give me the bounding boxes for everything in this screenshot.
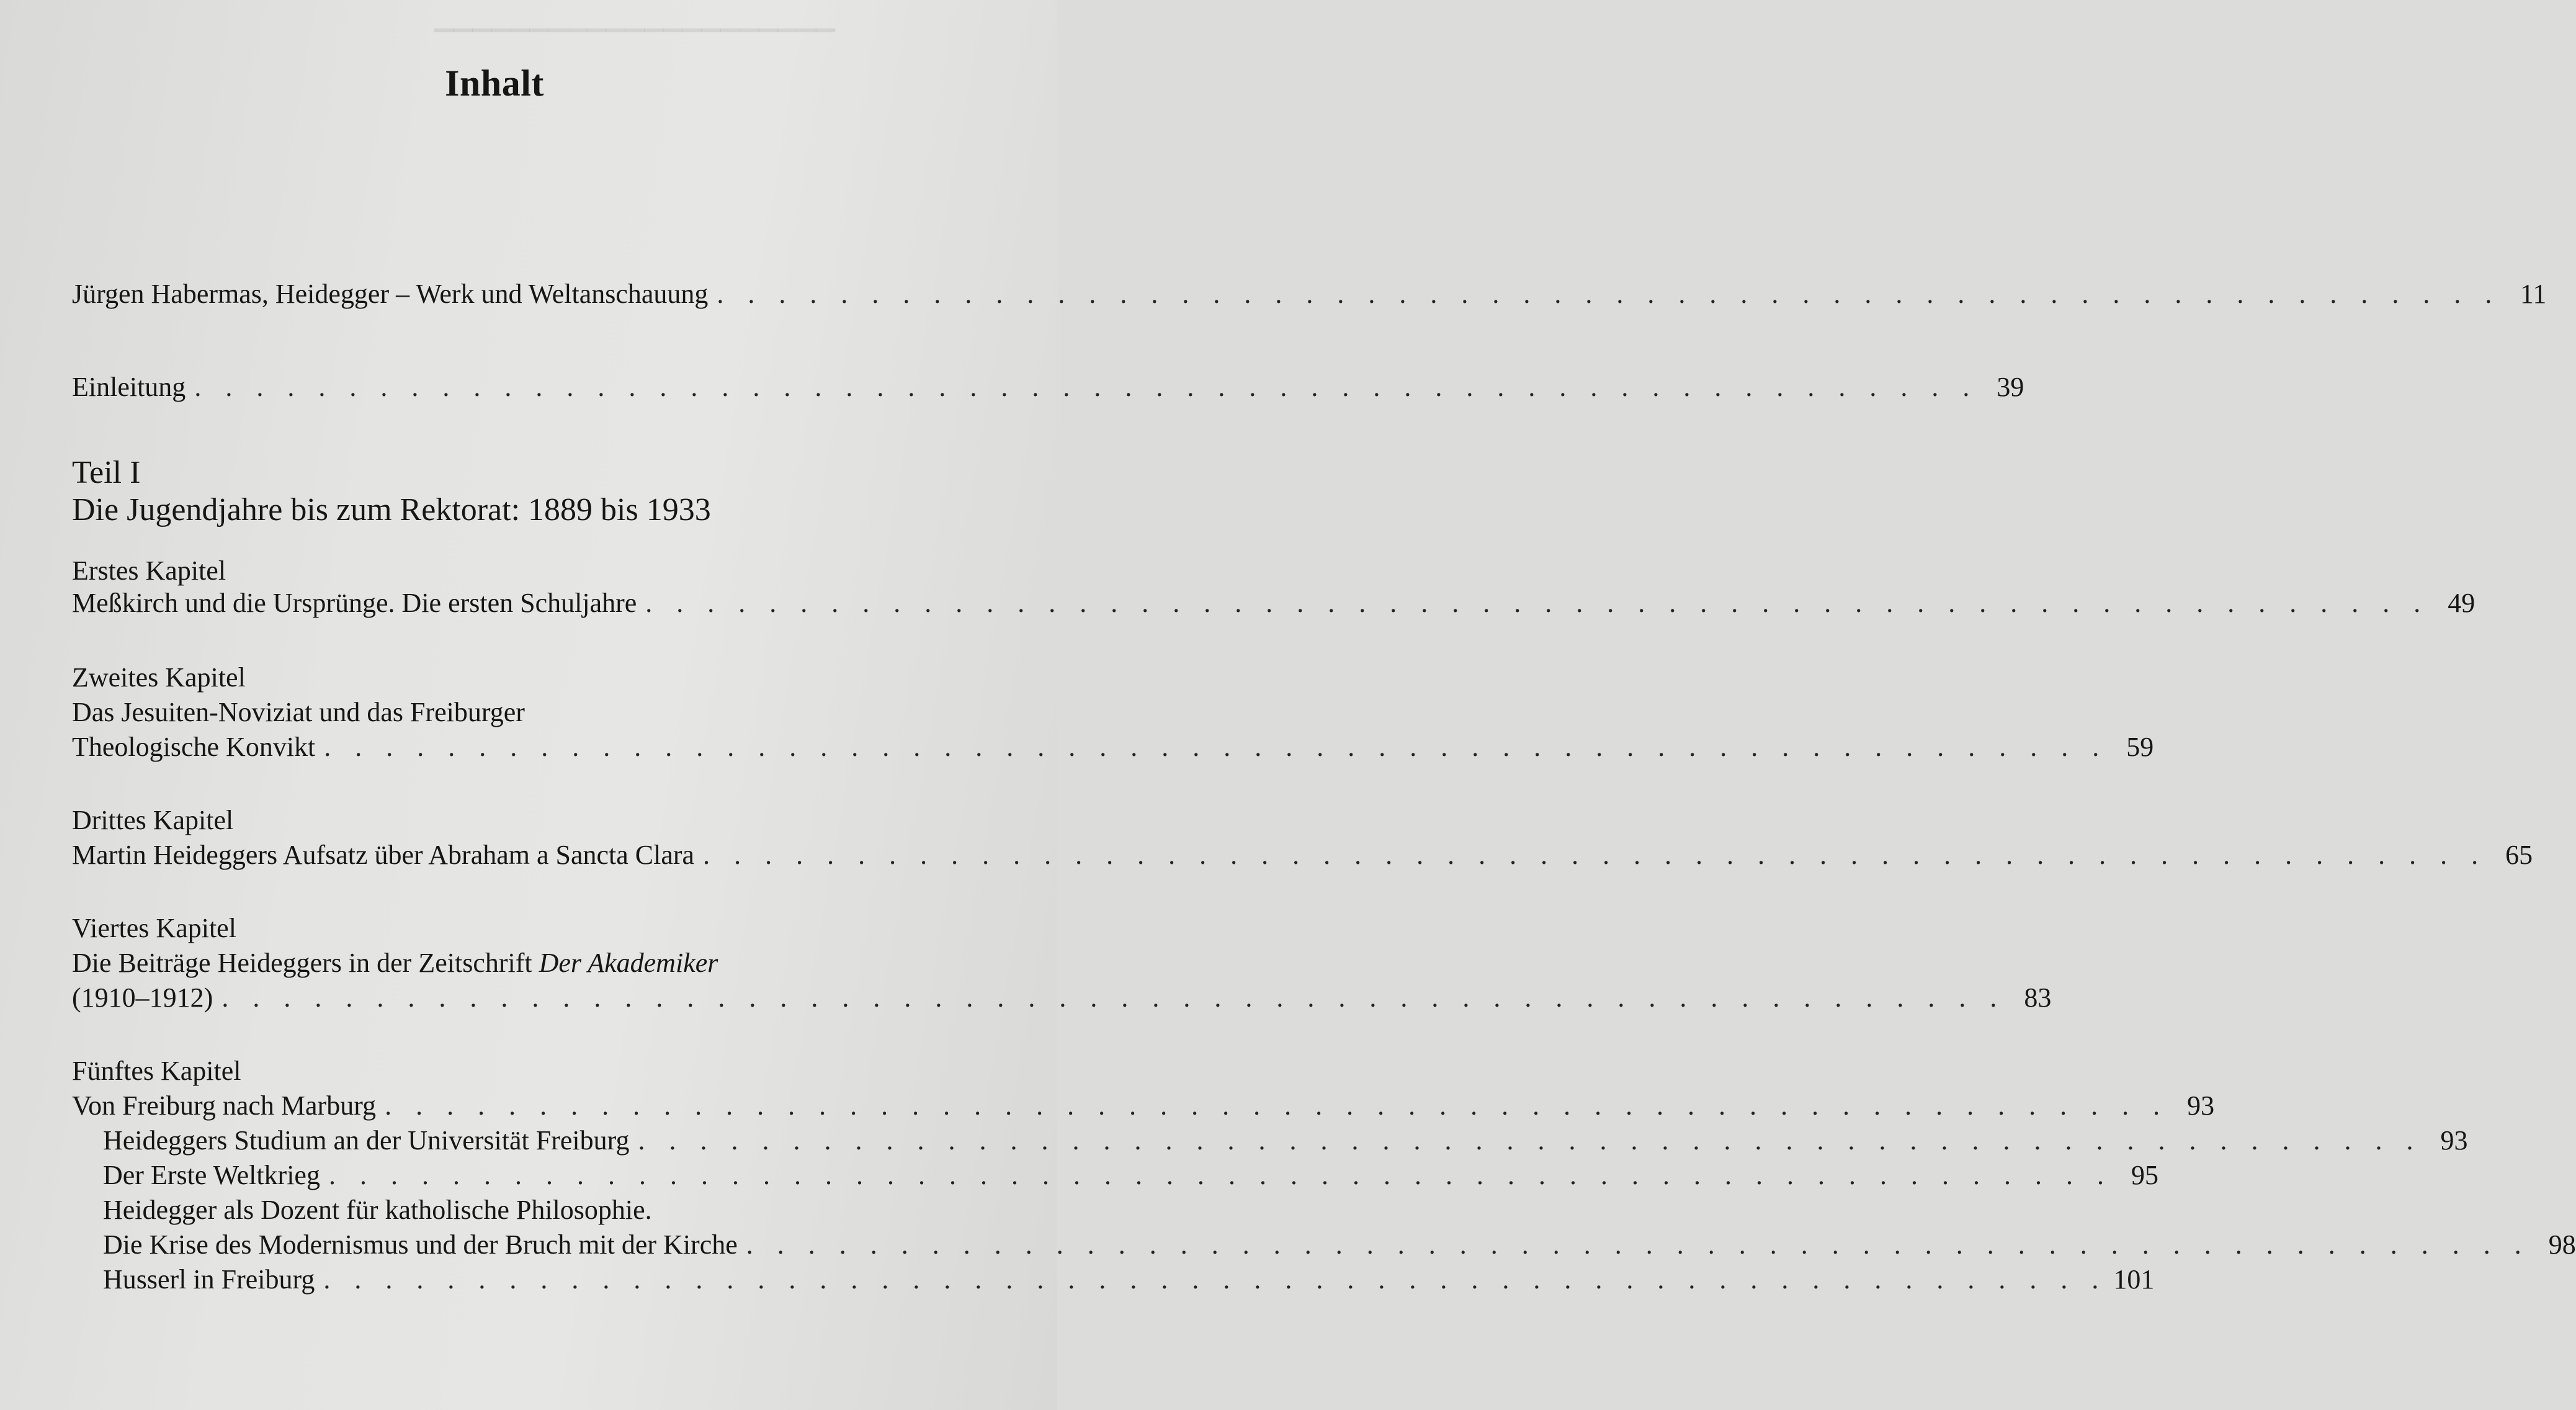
toc-subentry[interactable] <box>72 1159 2158 1194</box>
chapter-label: Viertes Kapitel <box>72 913 236 943</box>
journal-title: Der Akademiker <box>539 948 718 978</box>
toc-entry-text: Das Jesuiten-Noviziat und das Freiburger <box>72 697 525 727</box>
leader-dots: . . . . . . . . . . . . . . . . . . . . . . . . . . . . . . . . . . . . . . . . . . . . . . . . . . . . . . . . . . <box>638 1125 2422 1156</box>
page-number: 59 <box>2126 732 2154 762</box>
toc-entry-text: Theologische Konvikt <box>72 732 316 762</box>
toc-entry-einleitung[interactable] <box>72 371 2024 406</box>
toc-entry-chapter-2[interactable] <box>72 731 2154 766</box>
toc-entry-text: Martin Heideggers Aufsatz über Abraham a Sancta Clara <box>72 840 695 870</box>
toc-entry-text <box>72 947 718 979</box>
chapter-label: Drittes Kapitel <box>72 805 234 835</box>
leader-dots: . . . . . . . . . . . . . . . . . . . . . . . . . . . . . . . . . . . . . . . . . . . . . . . . . . . . . . . . . . <box>703 840 2487 870</box>
toc-entry-text: Der Erste Weltkrieg <box>103 1160 320 1190</box>
show-through-texture: ▁▁▁▁▁▁▁▁▁▁▁▁▁▁▁▁▁▁▁▁▁ <box>434 4 835 32</box>
part-title: Die Jugendjahre bis zum Rektorat: 1889 bis 1933 <box>72 492 711 528</box>
page-number: 98 <box>2548 1229 2576 1260</box>
toc-subentry[interactable] <box>72 1125 2468 1159</box>
toc-entry-text-roman: Die Beiträge Heideggers in der Zeitschrift <box>72 948 539 978</box>
chapter-label: Fünftes Kapitel <box>72 1056 241 1086</box>
toc-entry-chapter-5[interactable] <box>72 1090 2215 1125</box>
toc-entry-text: Die Krise des Modernismus und der Bruch mit der Kirche <box>103 1229 738 1260</box>
leader-dots: . . . . . . . . . . . . . . . . . . . . . . . . . . . . . . . . . . . . . . . . . . . . . . . . . . . . . . . . . . <box>385 1090 2169 1121</box>
toc-entry-chapter-4[interactable] <box>72 982 2052 1017</box>
toc-entry-chapter-3[interactable] <box>72 839 2533 874</box>
page-number: 95 <box>2131 1160 2158 1190</box>
toc-entry-habermas[interactable] <box>72 278 2547 313</box>
toc-entry-text: Jürgen Habermas, Heidegger – Werk und Weltanschauung <box>72 279 709 309</box>
toc-entry-text: Heideggers Studium an der Universität Freiburg <box>103 1125 630 1156</box>
toc-subentry[interactable] <box>72 1264 2155 1298</box>
chapter-label: Erstes Kapitel <box>72 555 226 586</box>
page-number: 39 <box>1997 372 2024 402</box>
toc-entry-text: Heidegger als Dozent für katholische Philosophie. <box>103 1195 652 1225</box>
toc-entry-text: Von Freiburg nach Marburg <box>72 1090 377 1121</box>
page-number: 93 <box>2440 1125 2468 1156</box>
toc-entry-text: Meßkirch und die Ursprünge. Die ersten Schuljahre <box>72 588 637 618</box>
page-number: 93 <box>2187 1090 2215 1121</box>
toc-entry-chapter-1[interactable] <box>72 587 2475 622</box>
page-number: 65 <box>2505 840 2533 870</box>
toc-entry-text: Einleitung <box>72 372 186 402</box>
leader-dots: . . . . . . . . . . . . . . . . . . . . . . . . . . . . . . . . . . . . . . . . . . . . . . . . . . . . . . . . . . <box>717 279 2501 309</box>
page-number: 83 <box>2024 982 2052 1013</box>
leader-dots: . . . . . . . . . . . . . . . . . . . . . . . . . . . . . . . . . . . . . . . . . . . . . . . . . . . . . . . . . . <box>194 372 1979 402</box>
leader-dots: . . . . . . . . . . . . . . . . . . . . . . . . . . . . . . . . . . . . . . . . . . . . . . . . . . . . . . . . . . <box>324 732 2108 762</box>
toc-entry-text: (1910–1912) <box>72 982 213 1013</box>
leader-dots: . . . . . . . . . . . . . . . . . . . . . . . . . . . . . . . . . . . . . . . . . . . . . . . . . . . . . . . . . . <box>323 1264 2108 1295</box>
page-title: Inhalt <box>445 63 544 104</box>
leader-dots: . . . . . . . . . . . . . . . . . . . . . . . . . . . . . . . . . . . . . . . . . . . . . . . . . . . . . . . . . . <box>746 1229 2530 1260</box>
toc-entry-text: Husserl in Freiburg <box>103 1264 315 1295</box>
page-number: 49 <box>2448 588 2475 618</box>
page-number: 101 <box>2113 1264 2155 1295</box>
leader-dots: . . . . . . . . . . . . . . . . . . . . . . . . . . . . . . . . . . . . . . . . . . . . . . . . . . . . . . . . . . <box>328 1160 2113 1190</box>
chapter-label: Zweites Kapitel <box>72 662 246 693</box>
leader-dots: . . . . . . . . . . . . . . . . . . . . . . . . . . . . . . . . . . . . . . . . . . . . . . . . . . . . . . . . . . <box>645 588 2430 618</box>
leader-dots: . . . . . . . . . . . . . . . . . . . . . . . . . . . . . . . . . . . . . . . . . . . . . . . . . . . . . . . . . . <box>221 982 2006 1013</box>
page-number: 11 <box>2520 279 2547 309</box>
part-label: Teil I <box>72 455 141 490</box>
toc-subentry[interactable] <box>72 1229 2576 1264</box>
